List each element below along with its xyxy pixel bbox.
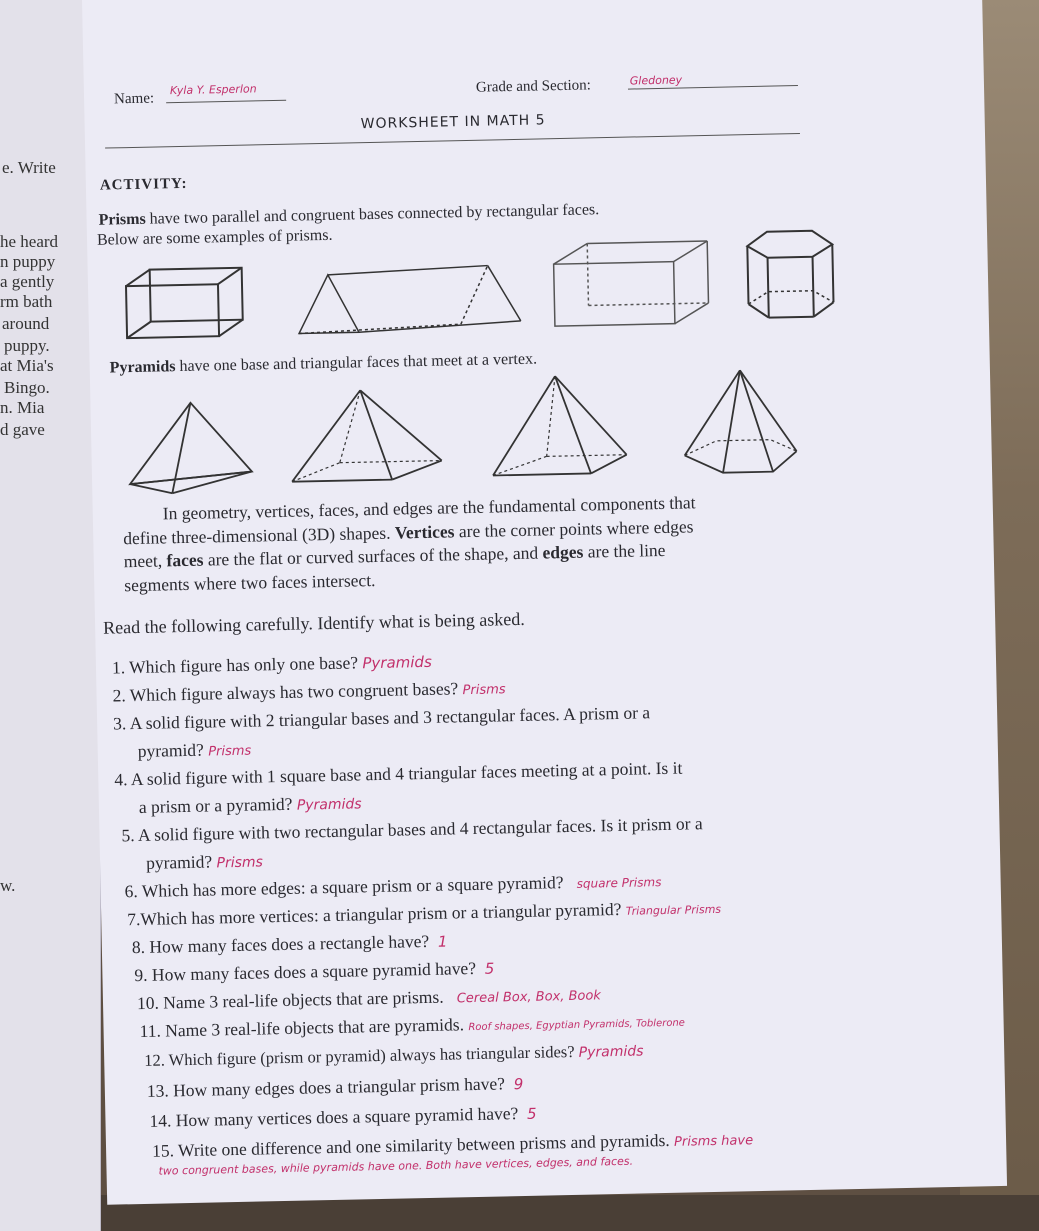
answer-12: Pyramids xyxy=(578,1043,644,1061)
left-page-text: at Mia's xyxy=(0,356,54,375)
left-page-text: d gave xyxy=(0,420,45,439)
paragraph-text: are the flat or curved surfaces of the shape, and xyxy=(203,542,543,570)
left-page-text: a gently xyxy=(0,272,55,291)
worksheet-page xyxy=(82,0,1007,1205)
question-5: 5. A solid figure with two rectangular bases and 4 rectangular faces. Is it prism or a xyxy=(121,813,703,846)
answer-15-cont: two congruent bases, while pyramids have one. Both have vertices, edges, and faces. xyxy=(158,1154,634,1178)
question-15 xyxy=(152,1128,753,1162)
grade-value: Gledoney xyxy=(629,73,683,88)
triangular-pyramid-figure xyxy=(120,391,262,504)
paragraph-text: are the line xyxy=(583,540,666,562)
name-underline xyxy=(166,100,286,104)
left-page-text: rm bath xyxy=(0,292,53,311)
activity-heading: ACTIVITY: xyxy=(99,175,188,194)
instruction: Read the following carefully. Identify what is being asked. xyxy=(102,608,525,638)
paragraph-line-4: segments where two faces intersect. xyxy=(124,569,376,596)
prisms-definition xyxy=(98,201,599,229)
question-3-cont xyxy=(138,739,252,762)
question-12 xyxy=(144,1040,644,1070)
paragraph-line-1: In geometry, vertices, faces, and edges are the fundamental components that xyxy=(162,492,696,524)
rectangular-prism-figure xyxy=(118,261,260,349)
question-text: 9. How many faces does a square pyramid have? xyxy=(134,957,477,986)
triangular-prism-figure xyxy=(288,259,540,354)
paragraph-text: define three-dimensional (3D) shapes. xyxy=(123,522,391,548)
answer-7: Triangular Prisms xyxy=(625,902,722,918)
prisms-def-text: have two parallel and congruent bases connected by rectangular faces. xyxy=(145,201,600,228)
grade-label: Grade and Section: xyxy=(475,77,592,96)
question-1 xyxy=(112,651,432,679)
title-rule xyxy=(105,133,800,149)
question-text: 10. Name 3 real-life objects that are prisms. xyxy=(136,986,444,1014)
rectangular-pyramid-figure xyxy=(485,369,637,492)
answer-15: Prisms have xyxy=(673,1133,754,1150)
question-text: 14. How many vertices does a square pyramid have? xyxy=(149,1103,519,1131)
pentagonal-pyramid-figure xyxy=(675,363,807,486)
answer-10: Cereal Box, Box, Book xyxy=(456,988,602,1007)
question-text: 13. How many edges does a triangular prism have? xyxy=(146,1073,506,1101)
question-text: 6. Which has more edges: a square prism or a square pyramid? xyxy=(124,872,564,902)
definitions-paragraph xyxy=(123,487,925,598)
term-faces: faces xyxy=(166,549,204,571)
pyramids-definition xyxy=(110,351,538,378)
name-value: Kyla Y. Esperlon xyxy=(169,82,257,98)
left-page-text: he heard xyxy=(0,232,59,251)
name-label: Name: xyxy=(113,90,155,108)
left-page-text: puppy. xyxy=(4,336,50,355)
question-text: pyramid? xyxy=(137,739,205,761)
answer-4: Pyramids xyxy=(296,796,362,814)
square-pyramid-figure xyxy=(280,382,452,496)
answer-3: Prisms xyxy=(208,743,252,760)
question-4: 4. A solid figure with 1 square base and 4 triangular faces meeting at a point. Is it xyxy=(114,757,683,790)
question-text: 1. Which figure has only one base? xyxy=(111,652,359,678)
paragraph-text: meet, xyxy=(123,550,167,572)
question-text: 2. Which figure always has two congruent bases? xyxy=(112,678,459,706)
pyramids-def-text: have one base and triangular faces that meet at a vertex. xyxy=(175,350,538,376)
pyramids-term: Pyramids xyxy=(109,358,176,377)
left-page-text: around xyxy=(2,314,50,333)
answer-8: 1 xyxy=(437,932,448,951)
answer-13: 9 xyxy=(513,1074,524,1094)
answer-14: 5 xyxy=(526,1104,537,1123)
answer-11: Roof shapes, Egyptian Pyramids, Toblerone xyxy=(468,1017,686,1034)
answer-6: square Prisms xyxy=(576,875,662,891)
question-text: 7.Which has more vertices: a triangular prism or a triangular pyramid? xyxy=(127,898,622,930)
question-text: a prism or a pyramid? xyxy=(138,793,293,817)
prisms-term: Prisms xyxy=(98,210,146,229)
question-10 xyxy=(137,983,601,1014)
question-text: pyramid? xyxy=(145,851,213,873)
question-8 xyxy=(132,931,448,959)
left-page-text: Bingo. xyxy=(4,378,50,397)
question-2 xyxy=(112,677,505,706)
question-14 xyxy=(149,1103,536,1132)
answer-9: 5 xyxy=(484,959,495,978)
question-text: 12. Which figure (prism or pyramid) always has triangular sides? xyxy=(144,1041,575,1070)
worksheet-title: WORKSHEET IN MATH 5 xyxy=(360,112,546,133)
term-edges: edges xyxy=(542,541,584,563)
cuboid-prism-figure xyxy=(547,235,719,339)
answer-5: Prisms xyxy=(216,854,264,872)
answer-2: Prisms xyxy=(462,682,506,699)
question-13 xyxy=(147,1073,524,1102)
left-page-text: w. xyxy=(0,876,16,895)
prisms-examples-intro: Below are some examples of prisms. xyxy=(96,226,333,249)
term-vertices: Vertices xyxy=(394,520,455,543)
hexagonal-prism-figure xyxy=(737,224,849,326)
question-text: 11. Name 3 real-life objects that are pyramids. xyxy=(139,1014,465,1042)
question-7 xyxy=(127,897,721,930)
paragraph-text: are the corner points where edges xyxy=(454,515,694,541)
question-text: 15. Write one difference and one similarity between prisms and pyramids. xyxy=(151,1129,670,1161)
question-11 xyxy=(139,1010,685,1042)
question-4-cont xyxy=(139,792,362,818)
left-page-text: n. Mia xyxy=(0,398,45,417)
left-page-text: e. Write xyxy=(2,158,56,177)
question-6 xyxy=(124,870,661,902)
question-text: 8. How many faces does a rectangle have? xyxy=(131,930,430,958)
question-9 xyxy=(134,958,494,987)
question-3: 3. A solid figure with 2 triangular bases and 3 rectangular faces. A prism or a xyxy=(112,702,651,734)
answer-1: Pyramids xyxy=(362,652,432,673)
question-5-cont xyxy=(146,850,263,873)
left-page-text: n puppy xyxy=(0,252,56,271)
